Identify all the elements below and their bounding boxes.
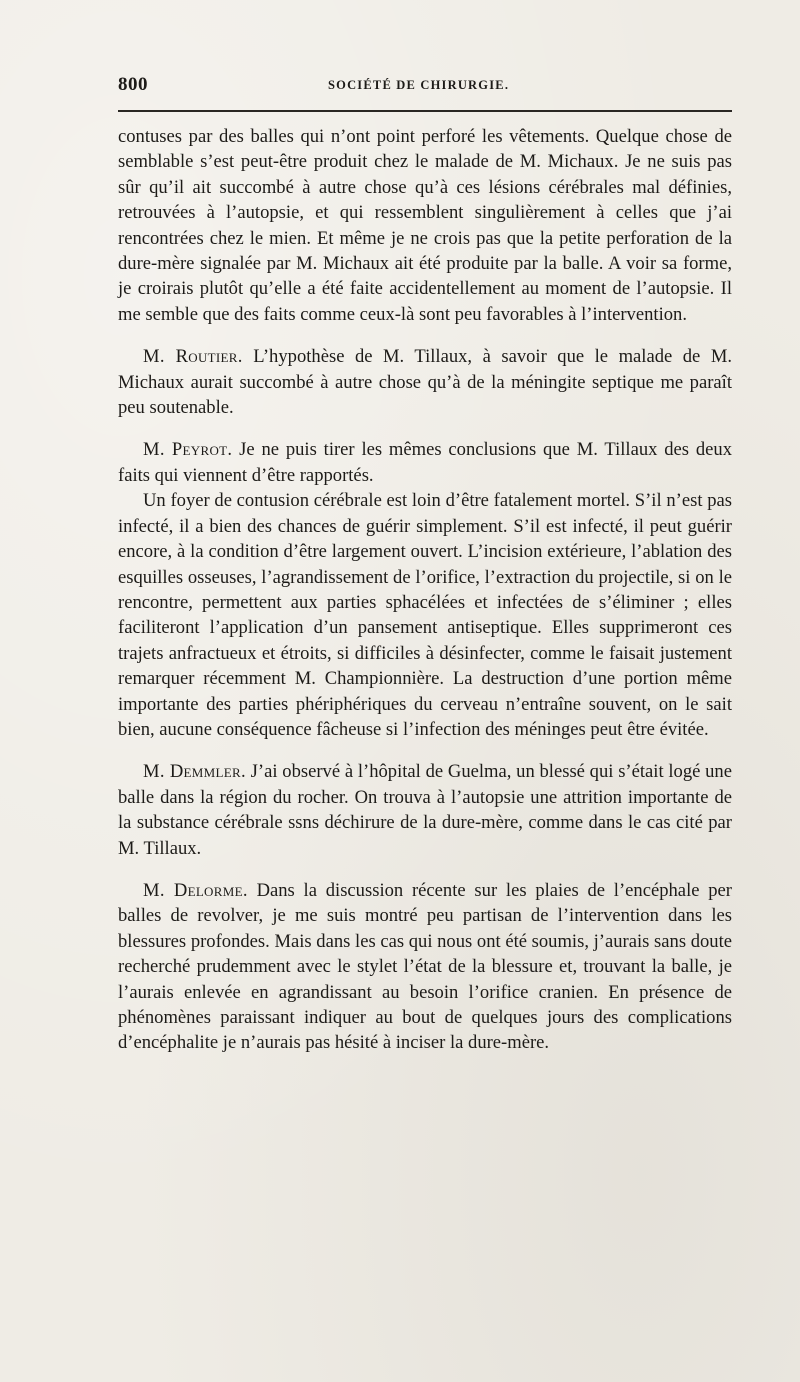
page-header [118, 74, 732, 104]
speaker-name: M. Demmler. [143, 761, 246, 783]
paragraph-text: Dans la discussion récente sur les plaies de l’encéphale per balles de revolver, je me suis montré peu partisan de l’intervention dans les blessures profondes. Mais dans les cas qui nous ont été soumis, j’aurais sans doute recherché prudemment avec le stylet l’état de la blessure et, trouvant la balle, je l’aurais enlevée en agrandissant au besoin l’orifice cranien. En présence de phénomènes paraissant indiquer au bout de quelques jours des complications d’encéphalite je n’aurais pas hésité à inciser la dure-mère. [118, 879, 733, 1054]
paragraph-peyrot-continued [118, 488, 732, 742]
speaker-name: M. Routier. [143, 346, 243, 368]
paragraph-text: Un foyer de contusion cérébrale est loin d’être fatalement mortel. S’il n’est pas infecté, il a bien des chances de guérir simplement. S’il est infecté, il peut guérir encore, à la condition d’être largement ouvert. L’incision extérieure, l’ablation des esquilles osseuses, l’agrandissement de l’orifice, l’extraction du projectile, si on le rencontre, permettent aux parties sphacélées et infectées de s’éliminer ; elles faciliteront l’application d’un pansement antiseptique. Elles supprimeront ces trajets anfractueux et étroits, si difficiles à désinfecter, comme le faisait justement remarquer récemment M. Championnière. La destruction d’une portion même importante des parties phériphériques du cerveau n’entraîne souvent, on le sait bien, aucune conséquence fâcheuse si l’infection des méninges peut être évitée. [118, 490, 732, 740]
paragraph-continuation [118, 124, 732, 327]
paragraph-text: Je ne puis tirer les mêmes conclusions que M. Tillaux des deux faits qui viennent d’être rapportés. [118, 439, 732, 486]
paragraph-text: J’ai observé à l’hôpital de Guelma, un blessé qui s’était logé une balle dans la région du rocher. On trouva à l’autopsie une attrition importante de la substance cérébrale ssns déchirure de la dure-mère, comme dans le cas cité par M. Tillaux. [118, 761, 732, 859]
speaker-name: M. Delorme. [143, 879, 248, 901]
paragraph-delorme [118, 878, 732, 1056]
paragraph-routier [118, 344, 732, 420]
header-rule [118, 110, 732, 112]
paragraph-text: contuses par des balles qui n’ont point perforé les vêtements. Quelque chose de semblable s’est peut-être produit chez le malade de M. Michaux. Je ne suis pas sûr qu’il ait succombé à autre chose qu’à ces lésions cérébrales mal définies, retrouvées à l’autopsie, et qui ressemblent singulièrement à celles que j’ai rencontrées chez le mien. Et même je ne crois pas que la petite perforation de la dure-mère signalée par M. Michaux ait été produite par la balle. A voir sa forme, je croirais plutôt qu’elle a été faite accidentellement au moment de l’autopsie. Il me semble que des faits comme ceux-là sont peu favorables à l’intervention. [118, 126, 732, 325]
body-text [118, 124, 732, 1056]
paragraph-demmler [118, 759, 732, 861]
running-title: SOCIÉTÉ DE CHIRURGIE. [328, 78, 510, 92]
paragraph-text: L’hypothèse de M. Tillaux, à savoir que le malade de M. Michaux aurait succombé à autre chose qu’à de la méningite septique me paraît peu soutenable. [118, 346, 732, 419]
page-number: 800 [118, 74, 148, 95]
speaker-name: M. Peyrot. [143, 439, 233, 461]
paragraph-peyrot [118, 437, 732, 488]
